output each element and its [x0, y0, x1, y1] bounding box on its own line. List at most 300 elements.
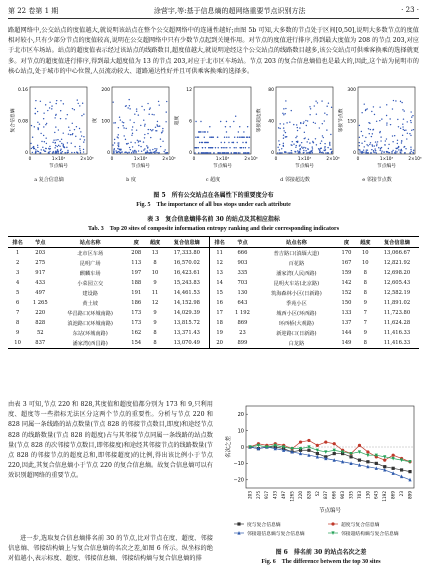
scatter-point — [144, 137, 145, 138]
scatter-point — [120, 149, 121, 150]
scatter-point — [221, 147, 222, 148]
scatter-point — [113, 152, 114, 153]
table-cell: 8 — [153, 260, 157, 266]
table-cell: 13,070.49 — [173, 340, 200, 346]
table-cell: 162 — [131, 330, 142, 336]
scatter-point — [238, 152, 239, 153]
scatter-point — [312, 146, 313, 147]
scatter-point — [114, 142, 115, 143]
table-cell: 1 — [15, 250, 20, 256]
scatter-point — [213, 152, 214, 153]
scatter-point — [317, 102, 318, 103]
scatter-point — [114, 148, 115, 149]
table-header-cell: 站点名称 — [286, 239, 307, 246]
table-cell: 麒麟车场 — [79, 270, 101, 277]
scatter-point — [222, 147, 223, 148]
table-cell: 季苑小区 — [286, 300, 307, 307]
scatter-point — [283, 135, 284, 136]
table-cell: 百花路 — [288, 260, 305, 267]
data-point — [333, 442, 336, 445]
scatter-point — [80, 131, 81, 132]
scatter-point — [364, 141, 365, 142]
x-axis-label: 节点编号 — [318, 508, 342, 514]
scatter-point — [369, 133, 370, 134]
scatter-point — [404, 110, 405, 111]
scatter-point — [300, 123, 301, 124]
table-cell: 197 — [131, 270, 142, 276]
table-cell: 4 — [15, 280, 20, 286]
scatter-point — [286, 122, 287, 123]
scatter-point — [41, 149, 42, 150]
scatter-point — [49, 151, 50, 152]
x-tick-label: 0 — [28, 156, 32, 161]
scatter-point — [281, 152, 282, 153]
y-axis-label: 复合信息熵 — [11, 108, 16, 133]
scatter-point — [325, 152, 326, 153]
scatter-point — [80, 150, 81, 151]
scatter-point — [376, 152, 377, 153]
table-cell: 15 — [209, 288, 229, 298]
scatter-point — [194, 147, 195, 148]
scatter-point — [393, 100, 394, 101]
scatter-point — [153, 152, 154, 153]
scatter-panel — [90, 82, 176, 183]
table-cell: 666 — [237, 250, 248, 256]
scatter-point — [68, 127, 69, 128]
table-header-row — [8, 237, 419, 248]
scatter-point — [309, 106, 310, 107]
scatter-point — [331, 152, 332, 153]
scatter-point — [47, 110, 48, 111]
scatter-point — [246, 137, 247, 138]
scatter-point — [392, 150, 393, 151]
data-point — [331, 522, 334, 525]
table-cell: 3 — [15, 270, 20, 276]
scatter-point — [233, 142, 234, 143]
x-tick-label: 2×10³ — [80, 156, 94, 161]
table-cell: 5 — [15, 290, 20, 296]
y-tick-label: 0 — [271, 151, 274, 156]
scatter-point — [283, 143, 284, 144]
x-tick-label: 1×10³ — [379, 156, 394, 161]
scatter-point — [411, 130, 412, 131]
scatter-point — [313, 142, 314, 143]
scatter-point — [62, 151, 63, 152]
scatter-point — [303, 123, 304, 124]
scatter-point — [248, 147, 249, 148]
scatter-point — [329, 144, 330, 145]
scatter-point — [326, 114, 327, 115]
data-point — [383, 459, 386, 462]
scatter-panel-label: c 超度 — [205, 177, 221, 183]
scatter-point — [234, 147, 235, 148]
y-tick-label: 150 — [347, 119, 356, 125]
scatter-point — [277, 152, 278, 153]
scatter-point — [329, 142, 330, 143]
scatter-point — [67, 114, 68, 115]
table-cell: 133 — [341, 310, 352, 316]
scatter-panel-label: a 复合信息熵 — [34, 177, 64, 183]
scatter-point — [125, 139, 126, 140]
scatter-point — [204, 152, 205, 153]
y-tick-label: 100 — [101, 119, 110, 125]
page-header — [8, 6, 419, 19]
scatter-point — [285, 100, 286, 101]
scatter-points — [30, 99, 85, 153]
scatter-point — [316, 114, 317, 115]
table-cell: 10 — [14, 340, 21, 346]
scatter-point — [363, 149, 364, 150]
scatter-point — [365, 137, 366, 138]
figure-5-title-en: Fig. 5 The importance of all bus stops under each attribute — [136, 202, 291, 208]
x-tick-label: 666 — [331, 491, 337, 499]
table-cell: 154 — [131, 340, 142, 346]
scatter-point — [331, 151, 332, 152]
table-cell: 150 — [341, 300, 352, 306]
table-cell: 6 — [15, 300, 20, 306]
scatter-point — [115, 150, 116, 151]
scatter-point — [384, 144, 385, 145]
scatter-point — [205, 147, 206, 148]
scatter-point — [231, 152, 232, 153]
scatter-point — [322, 152, 323, 153]
scatter-point — [68, 152, 69, 153]
y-tick-label: 10 — [237, 428, 244, 435]
table-row — [8, 248, 419, 259]
scatter-point — [194, 152, 195, 153]
scatter-point — [60, 149, 61, 150]
table-cell: 433 — [35, 280, 46, 286]
scatter-point — [303, 121, 304, 122]
scatter-point — [361, 112, 362, 113]
scatter-point — [83, 141, 84, 142]
scatter-point — [318, 148, 319, 149]
scatter-point — [279, 128, 280, 129]
scatter-point — [32, 147, 33, 148]
scatter-point — [226, 131, 227, 132]
scatter-point — [406, 138, 407, 139]
scatter-point — [282, 113, 283, 114]
scatter-point — [228, 142, 229, 143]
scatter-point — [134, 114, 135, 115]
scatter-point — [156, 130, 157, 131]
scatter-point — [407, 133, 408, 134]
table-header-cell: 复合信息熵 — [173, 239, 200, 246]
table-cell: 335 — [237, 270, 248, 276]
scatter-point — [234, 137, 235, 138]
x-axis-label: 节点编号 — [294, 164, 315, 169]
scatter-point — [201, 152, 202, 153]
scatter-point — [392, 108, 393, 109]
scatter-point — [296, 141, 297, 142]
scatter-point — [83, 136, 84, 137]
scatter-point — [55, 145, 56, 146]
table-cell: 13 — [209, 268, 229, 278]
table-cell: 191 — [131, 290, 142, 296]
scatter-point — [60, 150, 61, 151]
scatter-point — [322, 135, 323, 136]
scatter-point — [147, 133, 148, 134]
scatter-point — [71, 143, 72, 144]
scatter-point — [145, 152, 146, 153]
scatter-point — [63, 145, 64, 146]
scatter-point — [211, 147, 212, 148]
table-cell: 11 — [209, 248, 229, 259]
scatter-point — [127, 143, 128, 144]
scatter-point — [311, 151, 312, 152]
table-cell: 11 — [151, 290, 159, 296]
data-point — [366, 450, 369, 453]
table-cell: 筑海森林小区(日新路) — [271, 290, 322, 297]
scatter-point — [204, 131, 205, 132]
y-tick-label: −10 — [233, 461, 244, 468]
table-cell: 159 — [341, 270, 352, 276]
scatter-point — [79, 148, 80, 149]
scatter-point — [43, 135, 44, 136]
scatter-point — [305, 147, 306, 148]
scatter-point — [151, 130, 152, 131]
table-cell: 11,723.80 — [383, 310, 411, 316]
table-cell: 2 — [15, 260, 20, 266]
scatter-point — [293, 143, 294, 144]
x-axis-label: 节点编号 — [212, 164, 233, 169]
scatter-point — [324, 146, 325, 147]
figure-5-title-cn: 图 5 所有公交站点在各属性下的重要度分布 — [153, 192, 274, 199]
scatter-point — [31, 148, 32, 149]
scatter-point — [303, 152, 304, 153]
scatter-point — [388, 148, 389, 149]
scatter-point — [67, 150, 68, 151]
scatter-point — [291, 110, 292, 111]
table-cell: 203 — [35, 250, 46, 256]
table-cell: 环西桥(大观路) — [278, 320, 314, 327]
table-cell: 普吉路口(滇缅大道) — [273, 250, 320, 257]
scatter-point — [196, 147, 197, 148]
scatter-point — [299, 149, 300, 150]
scatter-point — [135, 152, 136, 153]
scatter-point — [324, 147, 325, 148]
series-line — [250, 447, 410, 480]
scatter-point — [209, 137, 210, 138]
scatter-point — [118, 127, 119, 128]
scatter-point — [57, 149, 58, 150]
scatter-point — [210, 152, 211, 153]
scatter-point — [114, 139, 115, 140]
scatter-point — [55, 115, 56, 116]
scatter-point — [155, 127, 156, 128]
table-cell: 12,698.20 — [383, 270, 411, 276]
scatter-point — [199, 142, 200, 143]
scatter-point — [124, 135, 125, 136]
scatter-point — [82, 103, 83, 104]
scatter-point — [70, 134, 71, 135]
scatter-point — [243, 152, 244, 153]
table-cell: 1 192 — [235, 310, 250, 316]
data-point — [333, 452, 336, 455]
table-cell: 12,605.43 — [383, 280, 411, 286]
scatter-point — [64, 152, 65, 153]
scatter-point — [372, 133, 373, 134]
scatter-point — [158, 126, 159, 127]
scatter-point — [41, 141, 42, 142]
table-cell: 17,333.80 — [173, 250, 200, 256]
scatter-point — [48, 152, 49, 153]
scatter-point — [207, 131, 208, 132]
scatter-point — [400, 101, 401, 102]
y-tick-label: −20 — [233, 477, 244, 484]
scatter-point — [365, 110, 366, 111]
table-row — [8, 268, 419, 278]
scatter-point — [303, 150, 304, 151]
scatter-point — [381, 150, 382, 151]
data-point — [324, 440, 327, 443]
scatter-point — [239, 137, 240, 138]
scatter-point — [324, 120, 325, 121]
scatter-point — [237, 137, 238, 138]
scatter-point — [319, 150, 320, 151]
x-tick-label: 917 — [264, 491, 270, 499]
scatter-point — [131, 152, 132, 153]
header-page-number: · 23 · — [401, 6, 419, 14]
scatter-point — [283, 108, 284, 109]
table-cell: 19 — [209, 328, 229, 338]
figure-5-caption — [0, 190, 427, 208]
scatter-point — [412, 115, 413, 116]
table-cell: 18 — [209, 318, 229, 328]
scatter-point — [56, 103, 57, 104]
body-paragraph-top: 路超网络中,公交站点的度值越大,就说明该站点在整个公交超网络中的连通性越好;由图 5b 可知,大多数的节点处于区间[0,50],说明大多数节点的度值相对较小,只有少部分节点的度值较高,说明在公交超网络中只有少数节点起到关键作用。对节点的度值进行排序,得到最大度值为 208 的节点 203,对应于北市区车场站。站点的超度值表示经过该站点的线路数目,超度值越大,就说明途经这个公交站点的线路数目越多,该公交站点可供乘客换乘的选择就更多。对节点的超度值进行排序,得到最大超度值为 13 的节点 203,对应于北市区车场站。节点 203 的复合信息熵值也是最大的,因此,这个站为昆明市的核心站点,处于城市的中心位置,人员流动较大、道路通达性好并且可供乘客换乘的选择多。 — [8, 27, 419, 75]
scatter-point — [226, 137, 227, 138]
scatter-point — [209, 152, 210, 153]
y-tick-label: 80 — [268, 88, 274, 93]
scatter-point — [63, 132, 64, 133]
scatter-point — [154, 151, 155, 152]
scatter-point — [247, 126, 248, 127]
scatter-point — [239, 147, 240, 148]
table-cell: 8 — [363, 340, 367, 346]
scatter-point — [49, 146, 50, 147]
table-header-cell: 超度 — [360, 239, 371, 246]
scatter-point — [156, 124, 157, 125]
x-tick-label: 643 — [373, 491, 379, 499]
scatter-point — [403, 146, 404, 147]
scatter-point — [144, 109, 145, 110]
table-cell: 12 — [209, 258, 229, 268]
table-cell: 142 — [341, 280, 352, 286]
scatter-point — [386, 115, 387, 116]
scatter-point — [149, 109, 150, 110]
table-cell: 899 — [237, 340, 248, 346]
scatter-point — [410, 135, 411, 136]
scatter-point — [130, 149, 131, 150]
table-cell: 11,416.33 — [383, 330, 411, 336]
scatter-point — [377, 141, 378, 142]
table-row — [8, 288, 419, 298]
scatter-point — [307, 120, 308, 121]
scatter-point — [310, 152, 311, 153]
scatter-point — [140, 125, 141, 126]
table-cell: 13 — [151, 250, 159, 256]
table-cell: 13,815.72 — [173, 320, 200, 326]
scatter-point — [156, 148, 157, 149]
scatter-point — [364, 146, 365, 147]
scatter-point — [397, 140, 398, 141]
series-group — [248, 445, 411, 481]
table-cell: 小菜园立交 — [77, 280, 104, 287]
scatter-point — [83, 151, 84, 152]
scatter-point — [44, 150, 45, 151]
x-tick-label: 203 — [247, 491, 253, 499]
scatter-point — [117, 142, 118, 143]
scatter-point — [34, 126, 35, 127]
scatter-point — [387, 151, 388, 152]
table-cell: 16,423.61 — [173, 270, 200, 276]
scatter-point — [61, 143, 62, 144]
scatter-point — [148, 129, 149, 130]
scatter-point — [208, 147, 209, 148]
table-cell: 144 — [341, 330, 352, 336]
scatter-point — [403, 129, 404, 130]
scatter-point — [136, 111, 137, 112]
table-cell: 14,461.53 — [173, 290, 200, 296]
scatter-point — [150, 137, 151, 138]
scatter-point — [371, 144, 372, 145]
scatter-point — [379, 120, 380, 121]
scatter-point — [160, 146, 161, 147]
table-cell: 11,891.02 — [383, 300, 411, 306]
scatter-point — [319, 152, 320, 153]
scatter-point — [359, 137, 360, 138]
table-header-cell: 超度 — [149, 239, 161, 246]
scatter-point — [410, 111, 411, 112]
scatter-point — [54, 142, 55, 143]
y-tick-label: 200 — [101, 88, 110, 93]
body-paragraph-bottom-2: 进一步,选取复合信息熵排名前 30 的节点,比对节点在度、超度、邻接信息熵、邻接结构熵上与复合信息熵的名次之差,如图 6 所示。纵坐标的绝对值越小,表示标度、超度、邻接信息熵、邻接结构熵与复合信息熵的排 — [8, 535, 213, 563]
scatter-panel-label: e 邻接节点数 — [362, 177, 392, 183]
scatter-point — [44, 141, 45, 142]
scatter-point — [215, 147, 216, 148]
y-tick-label: 0 — [240, 444, 244, 451]
table-cell: 173 — [131, 310, 142, 316]
scatter-point — [283, 127, 284, 128]
scatter-point — [380, 150, 381, 151]
x-tick-label: 828 — [306, 491, 312, 499]
scatter-point — [51, 108, 52, 109]
scatter-point — [379, 106, 380, 107]
scatter-point — [222, 152, 223, 153]
table-cell: 东站(环城南路) — [72, 330, 108, 337]
scatter-point — [366, 108, 367, 109]
scatter-point — [117, 148, 118, 149]
scatter-point — [146, 145, 147, 146]
scatter-point — [205, 152, 206, 153]
scatter-point — [376, 121, 377, 122]
scatter-point — [71, 152, 72, 153]
scatter-point — [133, 122, 134, 123]
scatter-point — [305, 120, 306, 121]
scatter-point — [243, 131, 244, 132]
body-paragraph-bottom: 由表 3 可知,节点 220 和 828,其度值和超度值都分别为 173 和 9,只利用度、超度等一些指标无法区分这两个节点的重要性。分析与节点 220 和 828 同属一条线路的站点数量(节点 828 的邻接节点数目,即度)和途经节点 828 的线路数量(节点 828 的超度)占与其邻接节点同属一条线路的站点数量(节点 828 的次邻接节点数目,即邻接度)和途经其邻接节点的线路数量(节点 828 的邻接节点的超度总和,即邻接超度)的比例,得出该比例小于节点 220,因此,其复合信息熵小于节点 220 的复合信息熵。故复合信息熵可以有效识别超网络的重要节点。 — [8, 401, 213, 480]
scatter-point — [386, 124, 387, 125]
y-tick-label: 0 — [25, 151, 28, 156]
scatter-point — [248, 137, 249, 138]
scatter-point — [156, 150, 157, 151]
scatter-point — [157, 121, 158, 122]
legend-label: 邻接超信息熵与复合信息熵 — [247, 531, 305, 537]
scatter-point — [306, 125, 307, 126]
scatter-point — [74, 146, 75, 147]
scatter-point — [198, 137, 199, 138]
